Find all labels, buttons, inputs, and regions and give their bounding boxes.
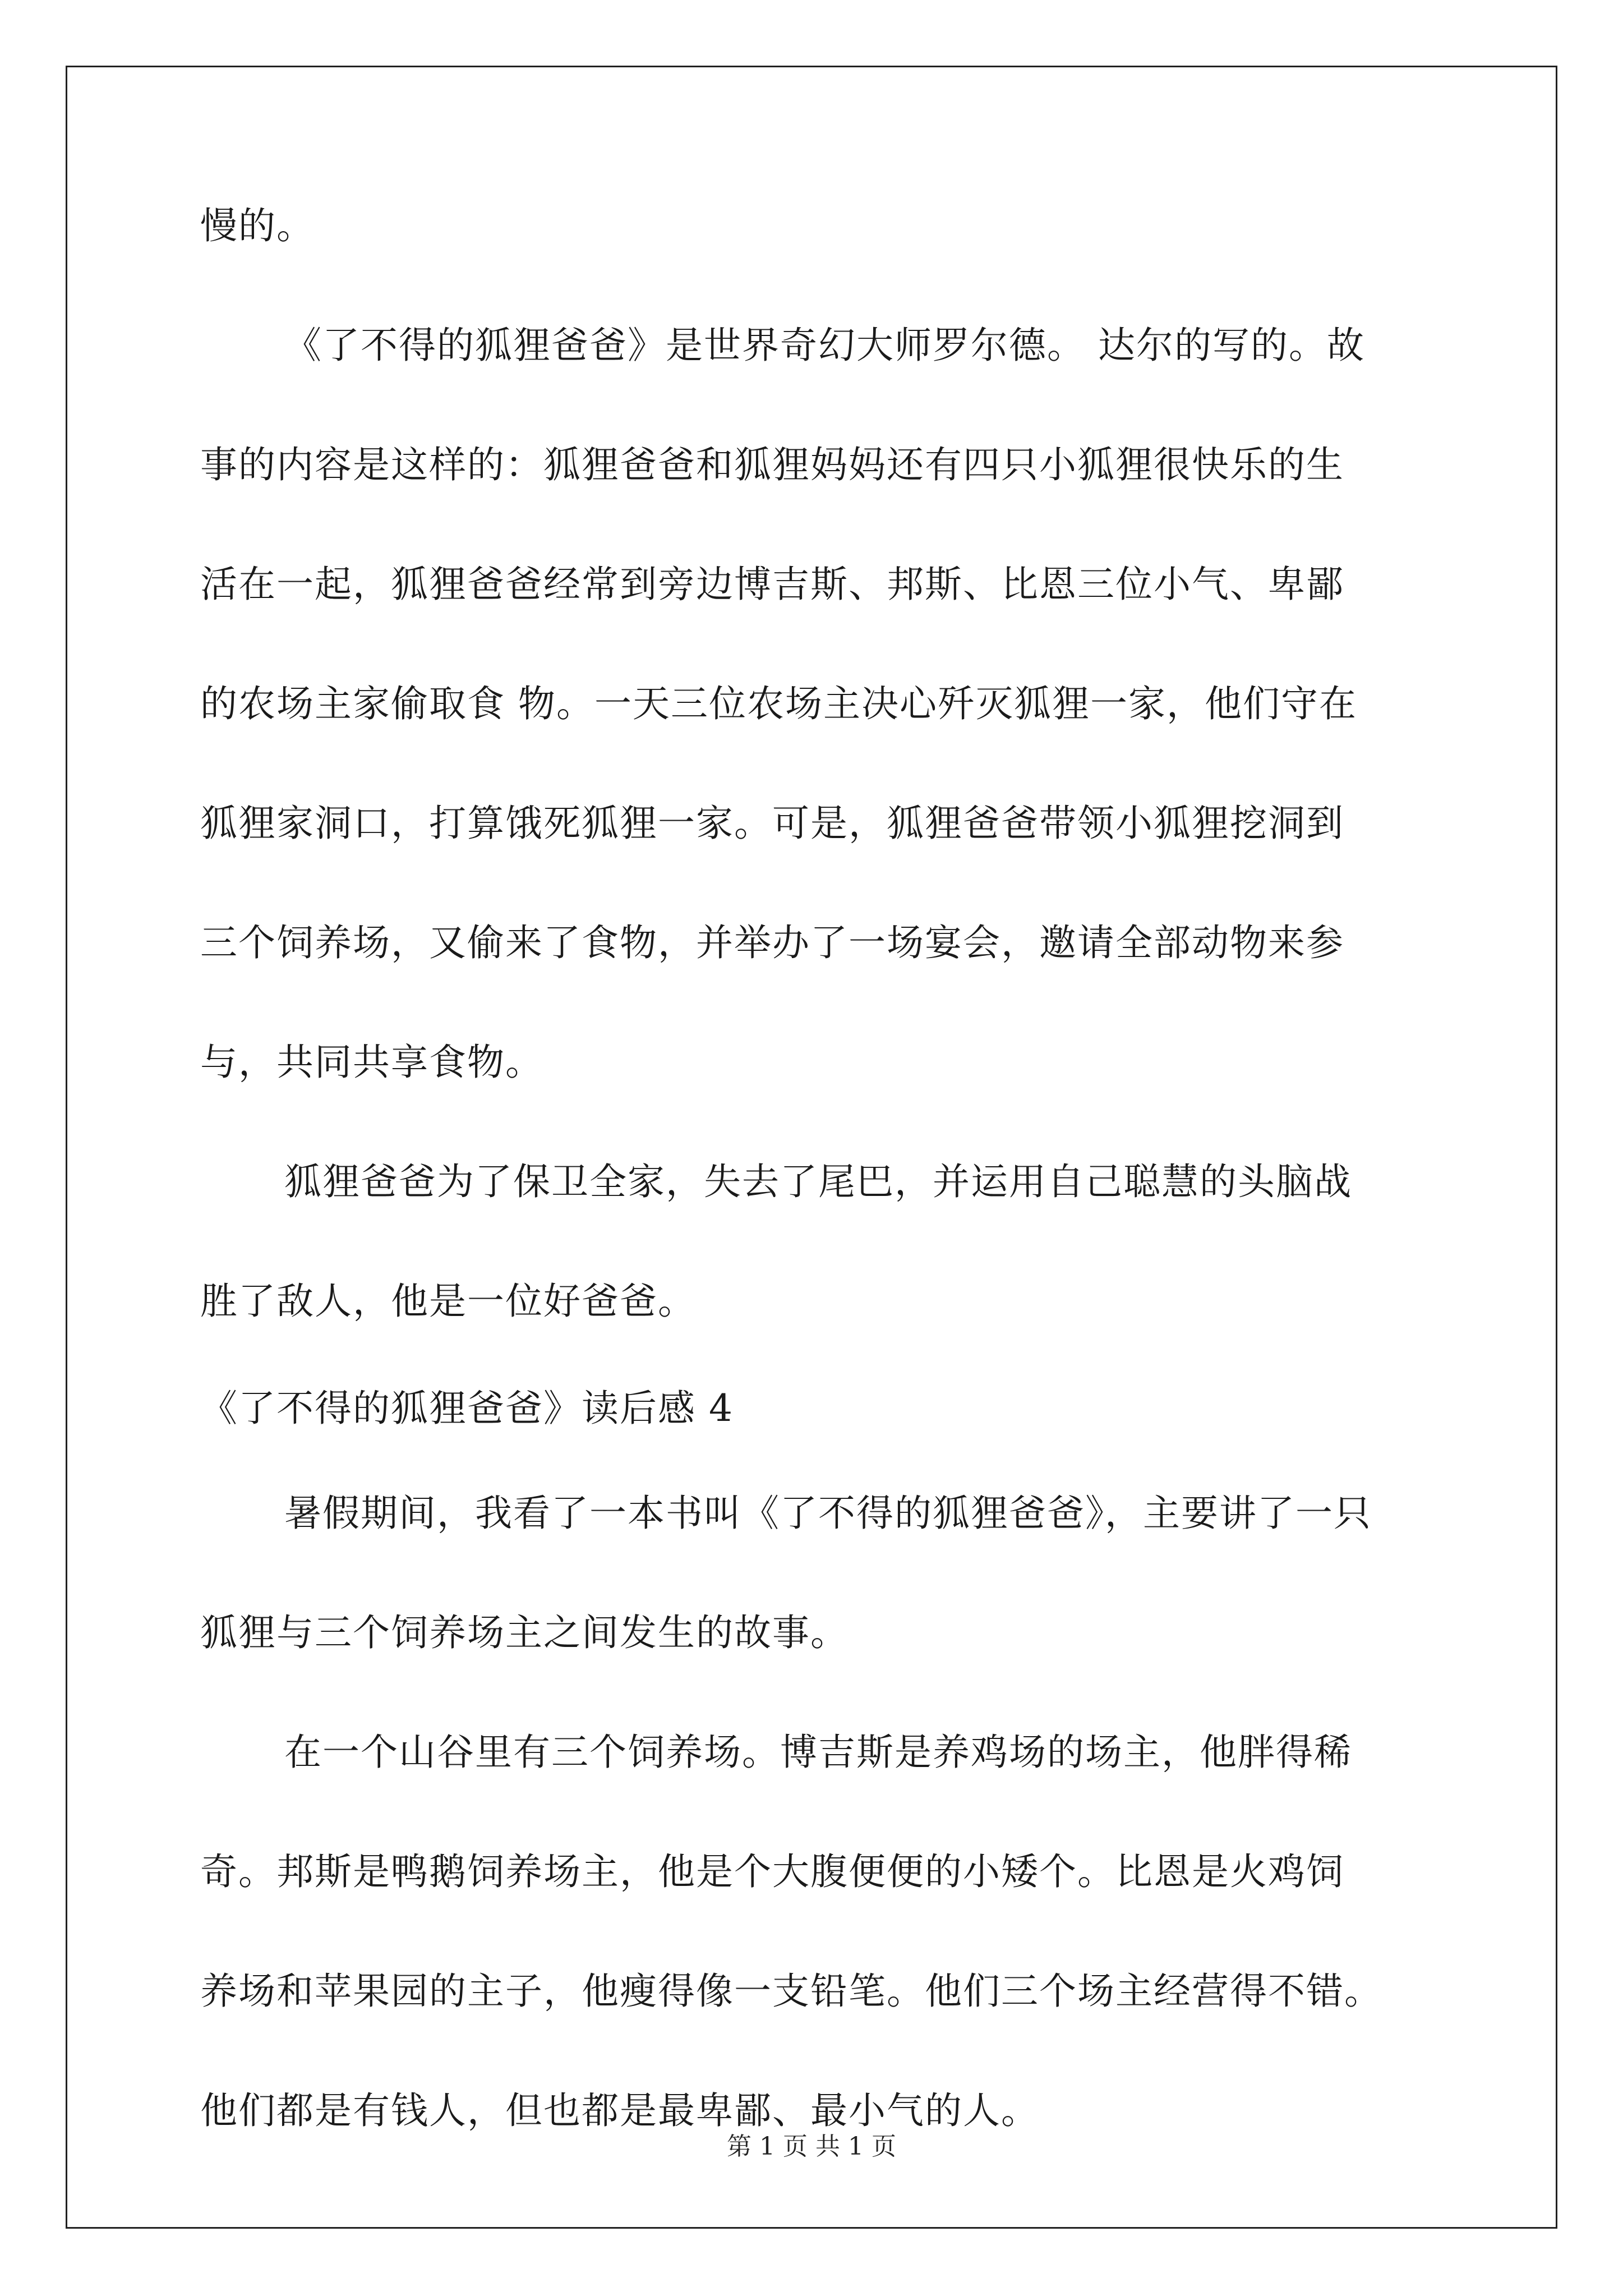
page-number: 第 1 页 共 1 页 bbox=[727, 2132, 896, 2161]
text-line: 的农场主家偷取食 物。一天三位农场主决心歼灭狐狸一家，他们守在 bbox=[200, 682, 1357, 725]
text-line: 事的内容是这样的：狐狸爸爸和狐狸妈妈还有四只小狐狸很快乐的生 bbox=[200, 443, 1344, 486]
text-line: 《了不得的狐狸爸爸》是世界奇幻大师罗尔德。 达尔的写的。故 bbox=[284, 324, 1365, 367]
text-line: 狐狸爸爸为了保卫全家，失去了尾巴，并运用自己聪慧的头脑战 bbox=[284, 1160, 1352, 1203]
text-line: 与，共同共享食物。 bbox=[200, 1041, 543, 1084]
text-line: 在一个山谷里有三个饲养场。博吉斯是养鸡场的场主，他胖得稀 bbox=[284, 1731, 1352, 1774]
text-line: 慢的。 bbox=[200, 204, 315, 247]
text-line: 胜了敌人，他是一位好爸爸。 bbox=[200, 1280, 696, 1323]
text-line: 奇。邦斯是鸭鹅饲养场主，他是个大腹便便的小矮个。比恩是火鸡饲 bbox=[200, 1850, 1344, 1893]
text-line: 暑假期间，我看了一本书叫《了不得的狐狸爸爸》，主要讲了一只 bbox=[284, 1492, 1372, 1535]
section-heading: 《了不得的狐狸爸爸》读后感 4 bbox=[200, 1387, 734, 1430]
text-line: 狐狸与三个饲养场主之间发生的故事。 bbox=[200, 1611, 849, 1654]
text-line: 养场和苹果园的主子，他瘦得像一支铅笔。他们三个场主经营得不错。 bbox=[200, 1970, 1382, 2013]
text-line: 他们都是有钱人，但也都是最卑鄙、最小气的人。 bbox=[200, 2089, 1039, 2132]
text-line: 狐狸家洞口，打算饿死狐狸一家。可是，狐狸爸爸带领小狐狸挖洞到 bbox=[200, 802, 1344, 845]
text-line: 活在一起，狐狸爸爸经常到旁边博吉斯、邦斯、比恩三位小气、卑鄙 bbox=[200, 563, 1344, 606]
page-border bbox=[66, 66, 1557, 2229]
text-line: 三个饲养场，又偷来了食物，并举办了一场宴会，邀请全部动物来参 bbox=[200, 921, 1344, 964]
